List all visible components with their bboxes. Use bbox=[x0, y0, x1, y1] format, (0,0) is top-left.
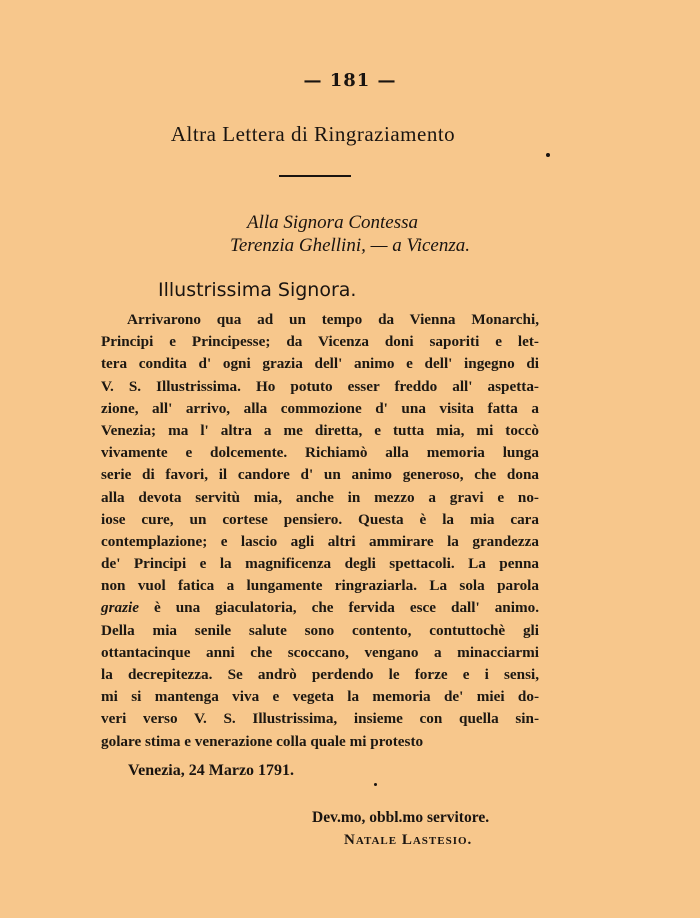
body-line: alla devota servitù mia, anche in mezzo a gravi e no- bbox=[101, 488, 539, 506]
letter-title: Altra Lettera di Ringraziamento bbox=[170, 122, 456, 146]
body-line: zione, all' arrivo, alla commozione d' una visita fatta a bbox=[101, 399, 539, 417]
signature: Natale Lastesio. bbox=[344, 832, 473, 848]
body-line: iose cure, un cortese pensiero. Questa è la mia cara bbox=[101, 510, 539, 528]
body-line: de' Principi e la magnificenza degli spettacoli. La penna bbox=[101, 555, 539, 573]
body-line: vivamente e dolcemente. Richiamò alla memoria lunga bbox=[101, 444, 539, 462]
body-line-rest: è una giaculatoria, che fervida esce dall' animo. bbox=[153, 599, 540, 617]
salutation: Illustrissima Signora. bbox=[158, 279, 357, 301]
body-line: Principi e Principesse; da Vicenza doni saporiti e let- bbox=[101, 333, 539, 351]
body-line: serie di favori, il candore d' un animo generoso, che dona bbox=[101, 466, 539, 484]
body-line: contemplazione; e lascio agli altri ammirare la grandezza bbox=[101, 532, 539, 550]
closing: Dev.mo, obbl.mo servitore. bbox=[312, 809, 490, 826]
body-line: mi si mantenga viva e vegeta la memoria de' miei do- bbox=[101, 688, 539, 706]
title-divider bbox=[279, 175, 351, 177]
address-line-2: Terenzia Ghellini, — a Vicenza. bbox=[230, 235, 470, 256]
body-line: Della mia senile salute sono contento, contuttochè gli bbox=[101, 621, 539, 639]
ink-speck bbox=[546, 153, 550, 157]
body-line: non vuol fatica a lungamente ringraziarla. La sola parola bbox=[101, 577, 539, 595]
body-line: ottantacinque anni che scoccano, vengano a minacciarmi bbox=[101, 643, 539, 661]
body-line: Arrivarono qua ad un tempo da Vienna Monarchi, bbox=[127, 311, 539, 328]
page-number: — 181 — bbox=[303, 70, 397, 91]
ink-speck bbox=[374, 783, 377, 786]
address-line-1: Alla Signora Contessa bbox=[246, 212, 418, 233]
letter-body bbox=[101, 309, 539, 753]
body-line: V. S. Illustrissima. Ho potuto esser freddo all' aspetta- bbox=[101, 377, 539, 395]
body-line: la decrepitezza. Se andrò perdendo le forze e i sensi, bbox=[101, 666, 539, 683]
body-line-with-italic bbox=[101, 597, 539, 619]
letter-date: Venezia, 24 Marzo 1791. bbox=[128, 762, 295, 779]
body-line: golare stima e venerazione colla quale mi protesto bbox=[101, 732, 424, 750]
body-line: tera condita d' ogni grazia dell' animo e dell' ingegno di bbox=[101, 355, 539, 373]
body-line: veri verso V. S. Illustrissima, insieme con quella sin- bbox=[101, 710, 539, 728]
body-line: Venezia; ma l' altra a me diretta, e tutta mia, mi toccò bbox=[101, 421, 539, 439]
italic-word: grazie bbox=[101, 599, 139, 617]
